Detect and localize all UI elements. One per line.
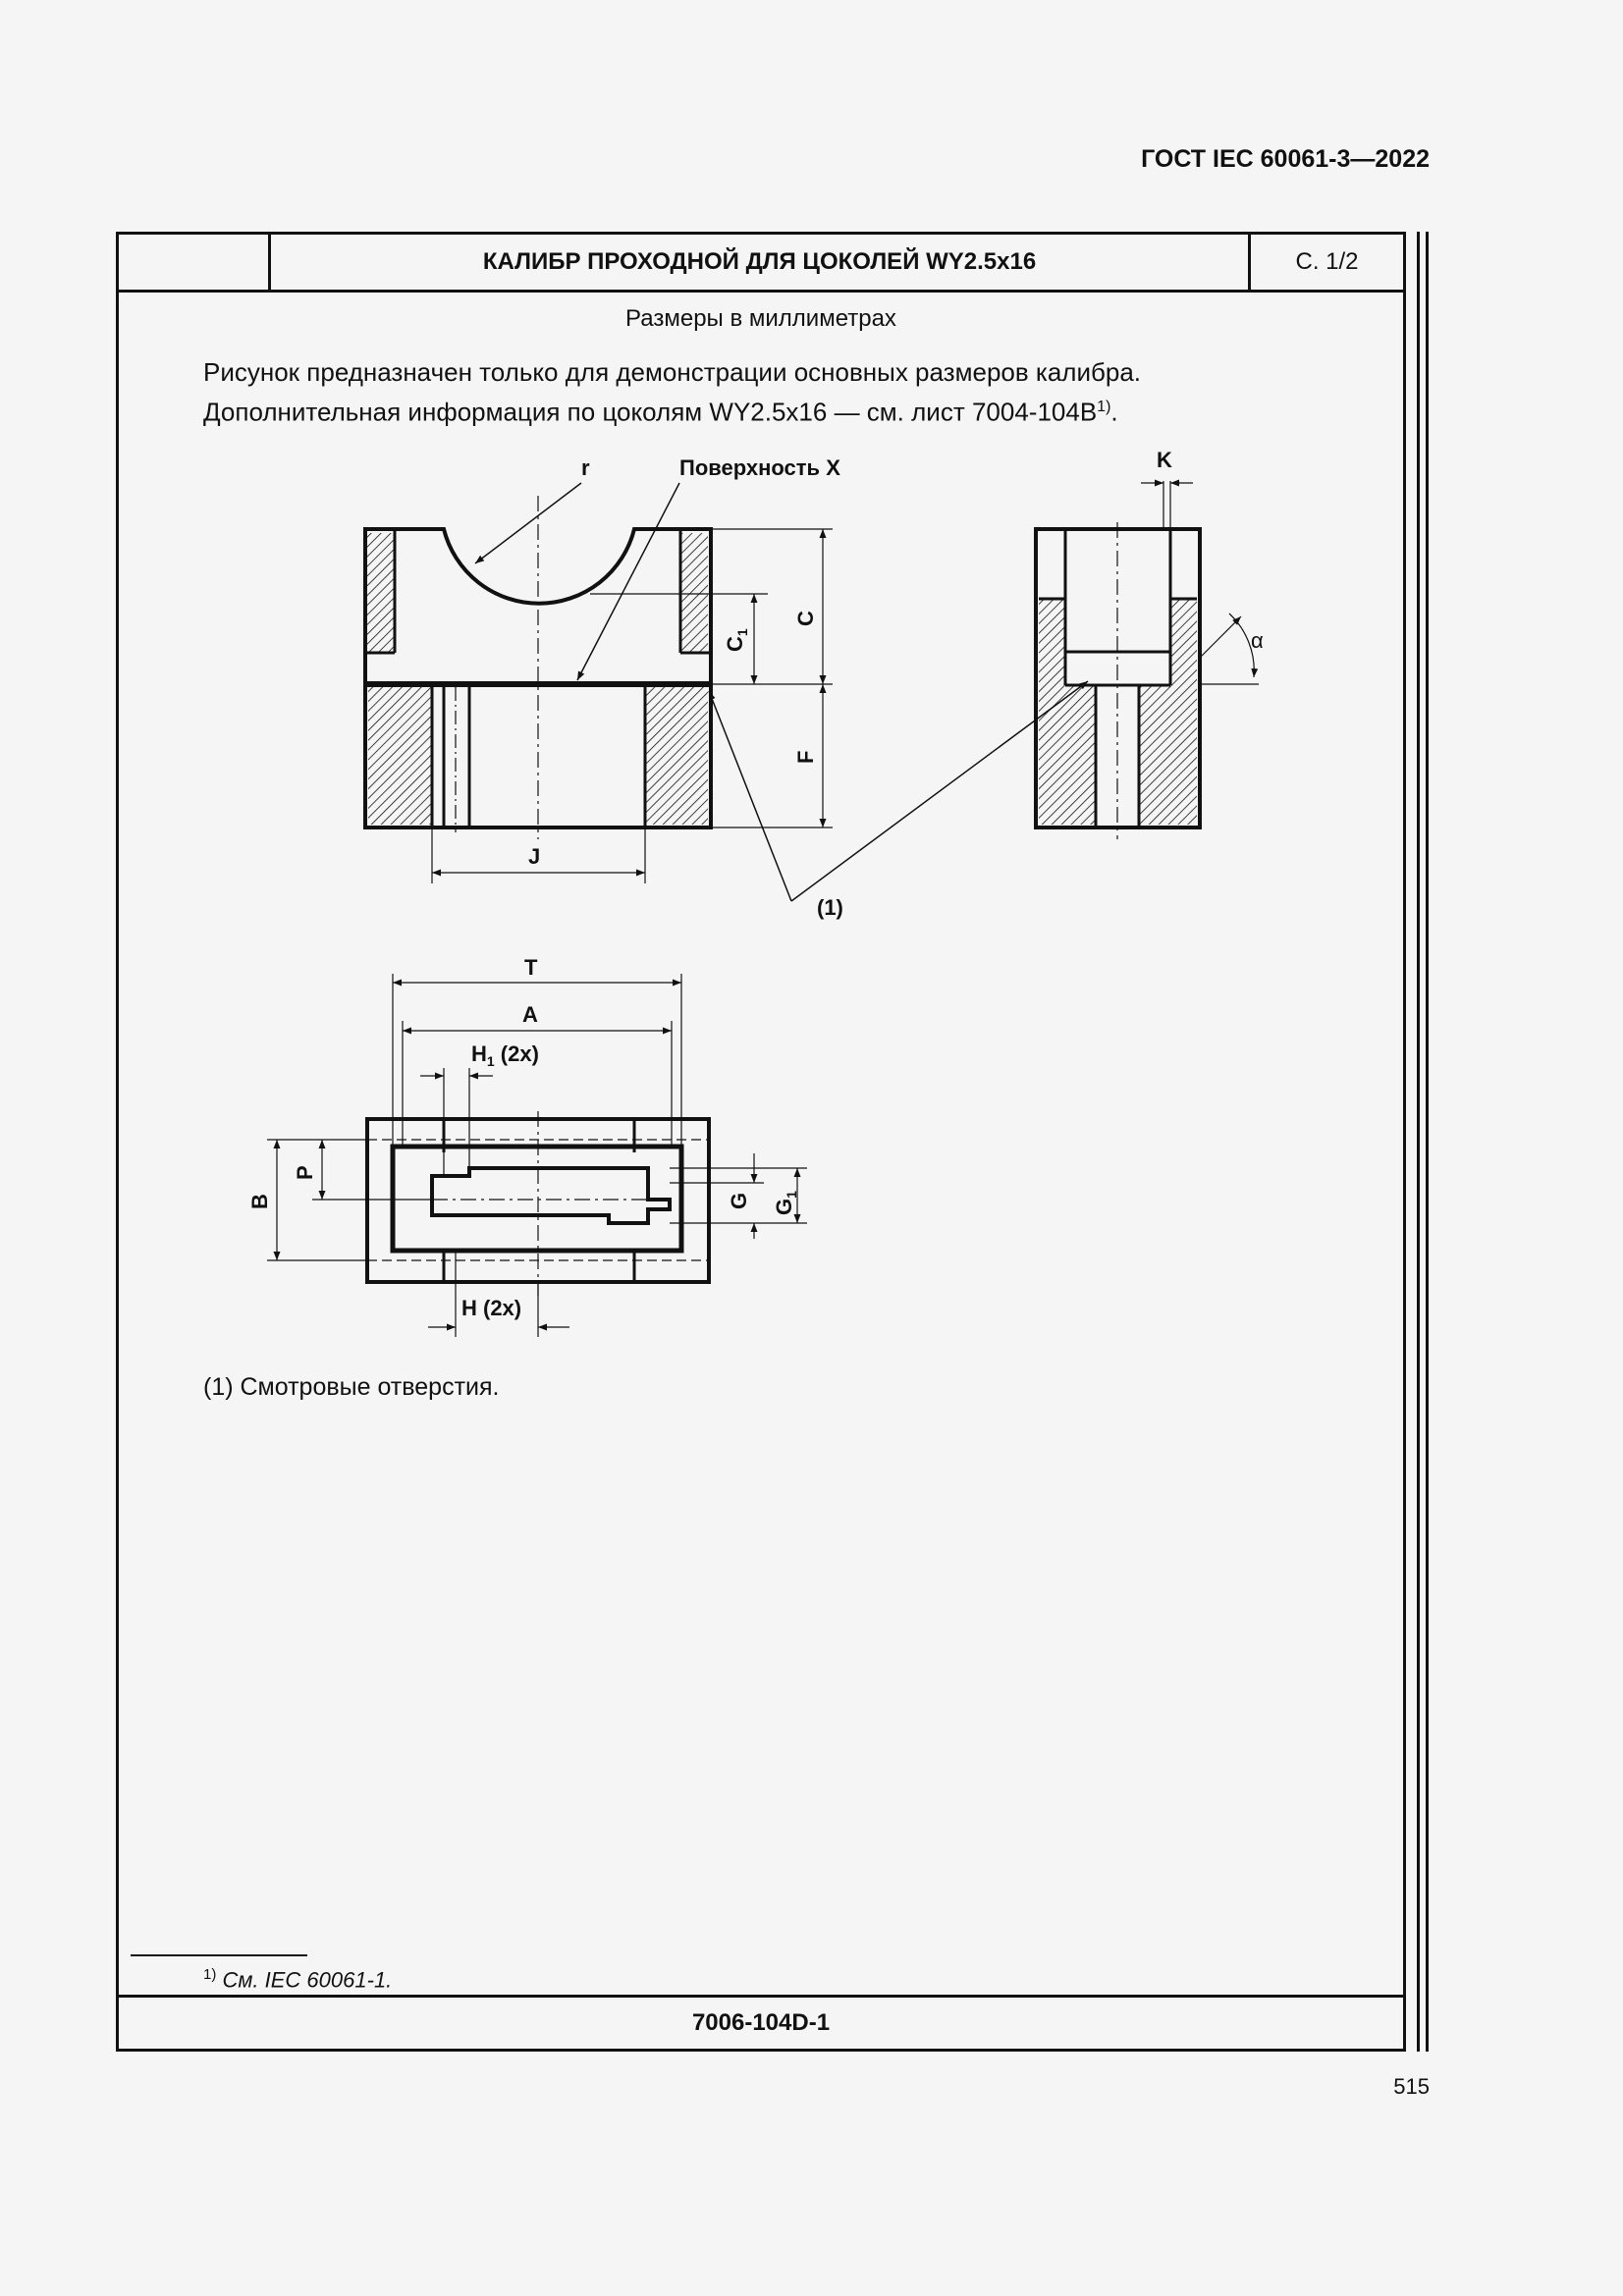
label-h1-main: H xyxy=(471,1041,487,1066)
label-j: J xyxy=(528,844,541,869)
footnote-marker: 1) xyxy=(203,1966,217,1983)
label-c: C xyxy=(793,611,818,626)
label-surface-x: Поверхность X xyxy=(679,455,840,480)
label-h1-sub: 1 xyxy=(486,1053,495,1069)
sheet-code: 7006-104D-1 xyxy=(119,1995,1403,2049)
label-b: B xyxy=(247,1194,272,1209)
sheet-number: С. 1/2 xyxy=(1295,248,1359,275)
label-g1 xyxy=(772,1191,799,1215)
label-c1 xyxy=(723,628,750,652)
label-k: K xyxy=(1157,448,1172,472)
footnote-ref: 1) xyxy=(1097,399,1111,415)
page-number: 515 xyxy=(1393,2074,1430,2099)
sheet-title: КАЛИБР ПРОХОДНОЙ ДЛЯ ЦОКОЛЕЙ WY2.5x16 xyxy=(271,235,1251,290)
top-view xyxy=(267,974,807,1337)
side-view xyxy=(791,481,1259,901)
label-h1 xyxy=(471,1041,539,1069)
intro-line-2-text: Дополнительная информация по цоколям WY2.5x16 — см. лист 7004-104B xyxy=(203,397,1098,427)
label-alpha: α xyxy=(1251,628,1264,653)
label-g1-sub: 1 xyxy=(784,1191,799,1199)
label-t: T xyxy=(524,955,538,980)
label-h: H (2x) xyxy=(461,1296,522,1320)
legend-text: (1) Смотровые отверстия. xyxy=(203,1373,500,1401)
label-f: F xyxy=(793,750,818,764)
label-g1-main: G xyxy=(772,1198,796,1215)
label-a: A xyxy=(522,1002,538,1027)
label-g: G xyxy=(727,1192,751,1209)
label-c1-main: C xyxy=(723,636,747,652)
footnote-text: См. IEC 60061-1. xyxy=(216,1967,393,1993)
label-r: r xyxy=(581,455,590,480)
front-view xyxy=(365,483,833,901)
label-p: P xyxy=(293,1165,317,1180)
intro-line-2-end: . xyxy=(1110,397,1118,427)
units-note: Размеры в миллиметрах xyxy=(625,305,896,332)
label-callout-1: (1) xyxy=(817,895,843,920)
standard-code: ГОСТ IEC 60061-3—2022 xyxy=(1141,145,1430,173)
label-h1-suffix: (2x) xyxy=(494,1041,539,1066)
intro-line-1: Рисунок предназначен только для демонстрации основных размеров калибра. xyxy=(203,357,1142,387)
label-c1-sub: 1 xyxy=(734,628,750,637)
